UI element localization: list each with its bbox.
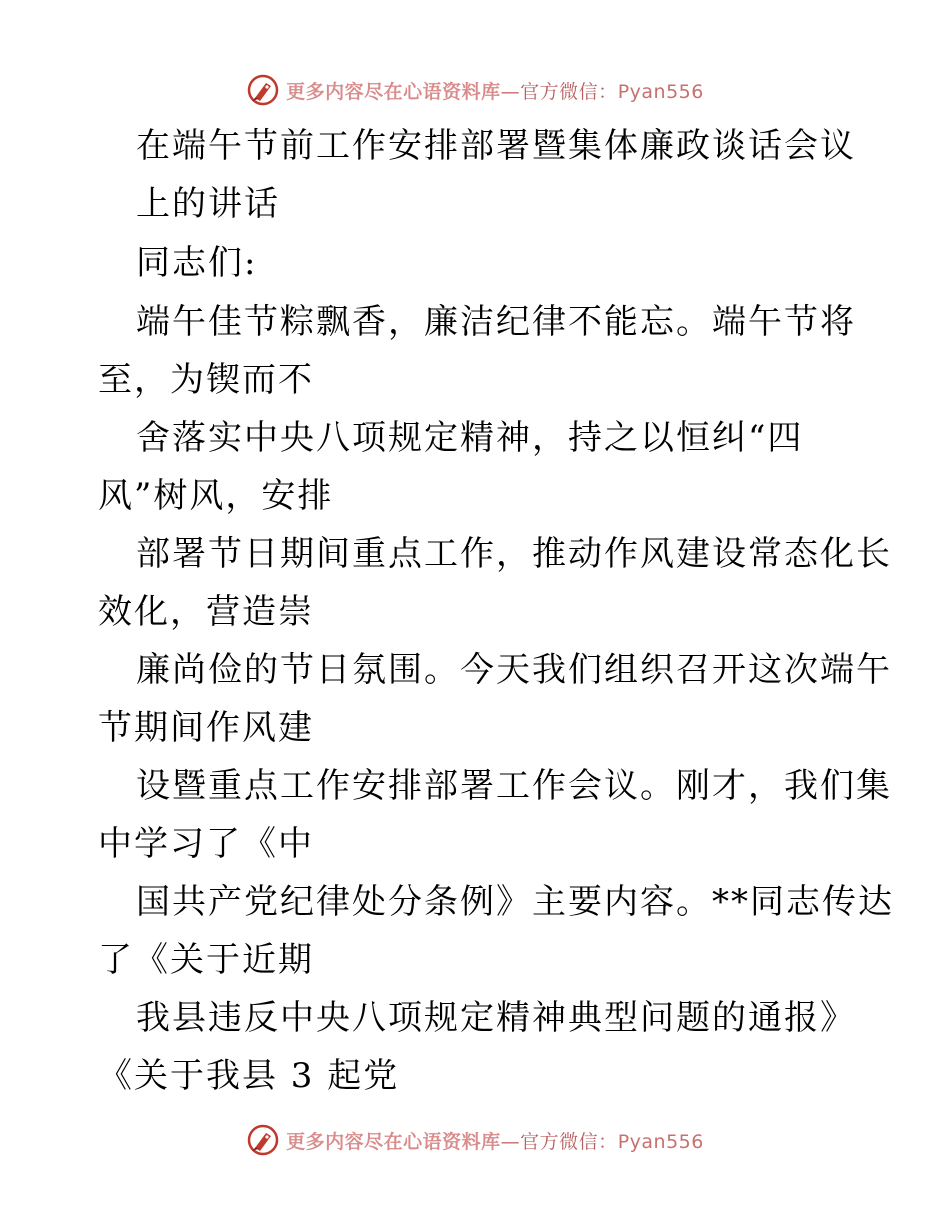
- body-line: 《关于我县 3 起党: [98, 1056, 400, 1096]
- body-line: 廉尚俭的节日氛围。今天我们组织召开这次端午: [136, 650, 892, 690]
- body-line: 部署节日期间重点工作，推动作风建设常态化长: [136, 534, 892, 574]
- pen-nib-logo-icon: [246, 73, 280, 107]
- banner-wechat-label: 官方微信：: [520, 1130, 618, 1153]
- banner-wechat-id: Pyan556: [617, 80, 704, 103]
- salutation: 同志们:: [136, 243, 258, 283]
- body-line: 设暨重点工作安排部署工作会议。刚才，我们集: [136, 766, 892, 806]
- banner-text: [286, 1127, 704, 1154]
- banner-dash: —: [500, 1130, 521, 1153]
- title-line-2: 上的讲话: [136, 184, 280, 224]
- banner-text: [286, 77, 704, 104]
- banner-library-text: 更多内容尽在心语资料库: [286, 1130, 501, 1153]
- body-line: 我县违反中央八项规定精神典型问题的通报》: [136, 998, 856, 1038]
- banner-wechat-id: Pyan556: [617, 1130, 704, 1153]
- banner-dash: —: [500, 80, 521, 103]
- body-line: 舍落实中央八项规定精神，持之以恒纠“四: [136, 418, 804, 458]
- header-banner: [0, 72, 950, 108]
- body-line: 国共产党纪律处分条例》主要内容。**同志传达: [136, 882, 894, 922]
- body-line: 端午佳节粽飘香，廉洁纪律不能忘。端午节将: [136, 302, 856, 342]
- body-line: 中学习了《中: [98, 824, 314, 864]
- title-line-1: 在端午节前工作安排部署暨集体廉政谈话会议: [136, 126, 856, 166]
- body-line: 效化，营造崇: [98, 592, 314, 632]
- banner-library-text: 更多内容尽在心语资料库: [286, 80, 501, 103]
- body-line: 风”树风，安排: [98, 476, 334, 516]
- body-line: 至，为锲而不: [98, 360, 314, 400]
- pen-nib-logo-icon: [246, 1123, 280, 1157]
- footer-banner: [0, 1122, 950, 1158]
- body-line: 了《关于近期: [98, 940, 314, 980]
- banner-wechat-label: 官方微信：: [520, 80, 618, 103]
- body-line: 节期间作风建: [98, 708, 314, 748]
